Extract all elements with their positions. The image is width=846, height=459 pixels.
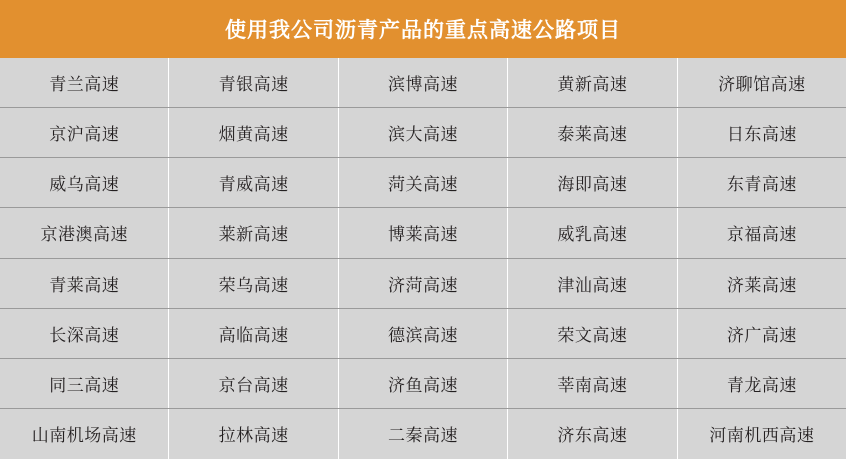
table-cell: 京沪高速 (0, 108, 169, 157)
table-cell: 青银高速 (169, 58, 338, 107)
table-cell: 滨博高速 (339, 58, 508, 107)
table-cell: 黄新高速 (508, 58, 677, 107)
table-cell: 山南机场高速 (0, 409, 169, 459)
table-cell: 青莱高速 (0, 259, 169, 308)
table-cell: 青威高速 (169, 158, 338, 207)
table-cell: 济广高速 (678, 309, 846, 358)
table-cell: 同三高速 (0, 359, 169, 408)
table-cell: 青兰高速 (0, 58, 169, 107)
table-cell: 德滨高速 (339, 309, 508, 358)
table-cell: 济莱高速 (678, 259, 846, 308)
table-cell: 博莱高速 (339, 208, 508, 257)
table-cell: 二秦高速 (339, 409, 508, 459)
table-cell: 济鱼高速 (339, 359, 508, 408)
table-row (0, 58, 846, 108)
table-body (0, 58, 846, 459)
table-cell: 莘南高速 (508, 359, 677, 408)
table-cell: 威乌高速 (0, 158, 169, 207)
table-cell: 莱新高速 (169, 208, 338, 257)
table-cell: 河南机西高速 (678, 409, 846, 459)
table-cell: 荣乌高速 (169, 259, 338, 308)
table-cell: 济聊馆高速 (678, 58, 846, 107)
table-cell: 海即高速 (508, 158, 677, 207)
table-row (0, 309, 846, 359)
table-cell: 威乳高速 (508, 208, 677, 257)
table-cell: 菏关高速 (339, 158, 508, 207)
table-row (0, 409, 846, 459)
table-cell: 济菏高速 (339, 259, 508, 308)
table-cell: 泰莱高速 (508, 108, 677, 157)
table-cell: 京福高速 (678, 208, 846, 257)
table-cell: 拉林高速 (169, 409, 338, 459)
table-row (0, 158, 846, 208)
table-cell: 烟黄高速 (169, 108, 338, 157)
table-cell: 津汕高速 (508, 259, 677, 308)
table-row (0, 259, 846, 309)
table-cell: 长深高速 (0, 309, 169, 358)
table-title: 使用我公司沥青产品的重点高速公路项目 (0, 0, 846, 58)
table-cell: 高临高速 (169, 309, 338, 358)
table-row (0, 359, 846, 409)
table-row (0, 208, 846, 258)
table-cell: 京台高速 (169, 359, 338, 408)
table-cell: 东青高速 (678, 158, 846, 207)
table-cell: 青龙高速 (678, 359, 846, 408)
table-row (0, 108, 846, 158)
table-cell: 滨大高速 (339, 108, 508, 157)
table-cell: 日东高速 (678, 108, 846, 157)
table-cell: 济东高速 (508, 409, 677, 459)
table-cell: 京港澳高速 (0, 208, 169, 257)
table-cell: 荣文高速 (508, 309, 677, 358)
